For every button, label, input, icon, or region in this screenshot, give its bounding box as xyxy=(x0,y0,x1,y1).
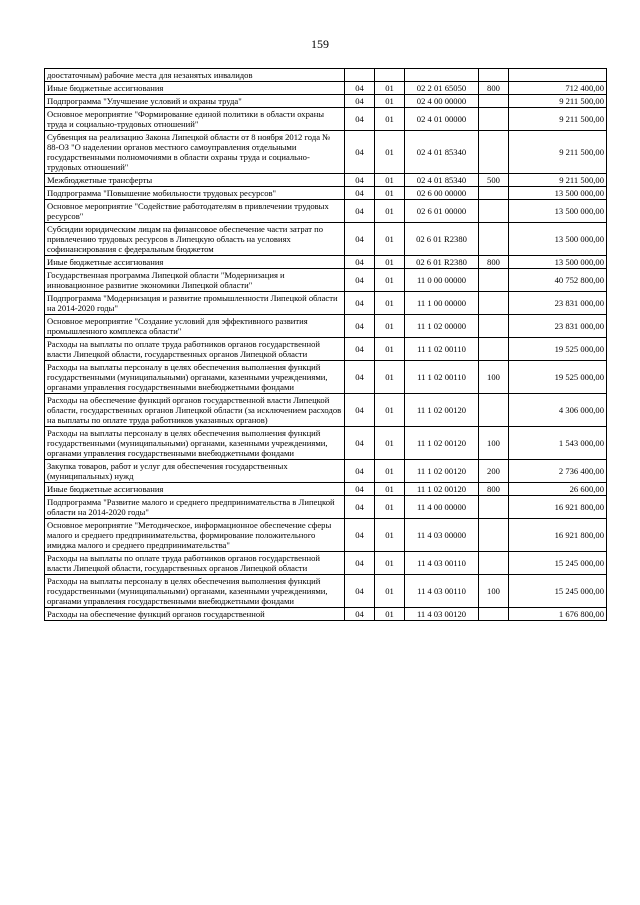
budget-table xyxy=(44,68,607,621)
target-article-cell: 02 4 01 85340 xyxy=(405,131,479,174)
amount-cell: 13 500 000,00 xyxy=(509,187,607,200)
target-article-cell: 11 1 02 00120 xyxy=(405,483,479,496)
section-code-cell: 04 xyxy=(345,496,375,519)
amount-cell: 23 831 000,00 xyxy=(509,315,607,338)
expense-type-cell xyxy=(479,108,509,131)
table-row xyxy=(45,269,607,292)
amount-cell: 9 211 500,00 xyxy=(509,108,607,131)
section-code-cell: 04 xyxy=(345,552,375,575)
target-article-cell: 02 6 01 R2380 xyxy=(405,223,479,256)
table-row xyxy=(45,575,607,608)
target-article-cell xyxy=(405,69,479,82)
expense-type-cell xyxy=(479,315,509,338)
amount-cell: 19 525 000,00 xyxy=(509,338,607,361)
expense-type-cell: 100 xyxy=(479,575,509,608)
expense-type-cell xyxy=(479,338,509,361)
amount-cell: 40 752 800,00 xyxy=(509,269,607,292)
amount-cell: 13 500 000,00 xyxy=(509,256,607,269)
section-code-cell: 04 xyxy=(345,174,375,187)
subsection-code-cell: 01 xyxy=(375,256,405,269)
expense-type-cell xyxy=(479,552,509,575)
item-name-cell: Иные бюджетные ассигнования xyxy=(45,82,345,95)
amount-cell: 19 525 000,00 xyxy=(509,361,607,394)
target-article-cell: 11 1 00 00000 xyxy=(405,292,479,315)
subsection-code-cell: 01 xyxy=(375,131,405,174)
section-code-cell: 04 xyxy=(345,608,375,621)
amount-cell: 13 500 000,00 xyxy=(509,200,607,223)
section-code-cell: 04 xyxy=(345,483,375,496)
amount-cell: 1 543 000,00 xyxy=(509,427,607,460)
amount-cell: 712 400,00 xyxy=(509,82,607,95)
section-code-cell: 04 xyxy=(345,256,375,269)
expense-type-cell xyxy=(479,608,509,621)
item-name-cell: Субсидии юридическим лицам на финансовое обеспечение части затрат по привлечению трудовых ресурсов в Липецкую область на условиях софинансирования с федеральным бюджетом xyxy=(45,223,345,256)
subsection-code-cell: 01 xyxy=(375,269,405,292)
section-code-cell xyxy=(345,69,375,82)
subsection-code-cell: 01 xyxy=(375,174,405,187)
subsection-code-cell: 01 xyxy=(375,460,405,483)
section-code-cell: 04 xyxy=(345,95,375,108)
section-code-cell: 04 xyxy=(345,200,375,223)
target-article-cell: 11 1 02 00110 xyxy=(405,338,479,361)
table-row xyxy=(45,82,607,95)
section-code-cell: 04 xyxy=(345,82,375,95)
subsection-code-cell xyxy=(375,69,405,82)
section-code-cell: 04 xyxy=(345,223,375,256)
item-name-cell: Субвенция на реализацию Закона Липецкой области от 8 ноября 2012 года № 88-ОЗ "О наделении органов местного самоуправления отдельными государственными полномочиями в области охраны труда и социально-трудовых отношений" xyxy=(45,131,345,174)
subsection-code-cell: 01 xyxy=(375,361,405,394)
subsection-code-cell: 01 xyxy=(375,200,405,223)
amount-cell xyxy=(509,69,607,82)
subsection-code-cell: 01 xyxy=(375,608,405,621)
amount-cell: 9 211 500,00 xyxy=(509,131,607,174)
table-row xyxy=(45,95,607,108)
expense-type-cell xyxy=(479,69,509,82)
target-article-cell: 11 1 02 00000 xyxy=(405,315,479,338)
budget-table-body xyxy=(45,69,607,621)
table-row xyxy=(45,338,607,361)
expense-type-cell xyxy=(479,200,509,223)
expense-type-cell: 800 xyxy=(479,483,509,496)
section-code-cell: 04 xyxy=(345,361,375,394)
table-row xyxy=(45,131,607,174)
expense-type-cell xyxy=(479,269,509,292)
item-name-cell: Расходы на выплаты персоналу в целях обеспечения выполнения функций государственными (муниципальными) органами, казенными учреждениями, органами управления государственными внебюджетными фондами xyxy=(45,575,345,608)
target-article-cell: 11 4 00 00000 xyxy=(405,496,479,519)
target-article-cell: 02 6 01 00000 xyxy=(405,200,479,223)
expense-type-cell xyxy=(479,394,509,427)
section-code-cell: 04 xyxy=(345,292,375,315)
section-code-cell: 04 xyxy=(345,108,375,131)
expense-type-cell xyxy=(479,131,509,174)
amount-cell: 16 921 800,00 xyxy=(509,496,607,519)
expense-type-cell: 800 xyxy=(479,256,509,269)
item-name-cell: Закупка товаров, работ и услуг для обеспечения государственных (муниципальных) нужд xyxy=(45,460,345,483)
subsection-code-cell: 01 xyxy=(375,292,405,315)
table-row xyxy=(45,108,607,131)
item-name-cell: Расходы на обеспечение функций органов государственной власти Липецкой области, государственных органов Липецкой области (за исключением расходов на выплаты по оплате труда работников указанных органов) xyxy=(45,394,345,427)
target-article-cell: 02 4 00 00000 xyxy=(405,95,479,108)
table-row xyxy=(45,315,607,338)
target-article-cell: 11 4 03 00120 xyxy=(405,608,479,621)
subsection-code-cell: 01 xyxy=(375,394,405,427)
table-row xyxy=(45,552,607,575)
subsection-code-cell: 01 xyxy=(375,427,405,460)
table-row xyxy=(45,496,607,519)
target-article-cell: 11 1 02 00120 xyxy=(405,394,479,427)
table-row xyxy=(45,256,607,269)
amount-cell: 13 500 000,00 xyxy=(509,223,607,256)
expense-type-cell xyxy=(479,95,509,108)
item-name-cell: Иные бюджетные ассигнования xyxy=(45,483,345,496)
amount-cell: 9 211 500,00 xyxy=(509,174,607,187)
amount-cell: 15 245 000,00 xyxy=(509,552,607,575)
amount-cell: 23 831 000,00 xyxy=(509,292,607,315)
target-article-cell: 11 0 00 00000 xyxy=(405,269,479,292)
amount-cell: 4 306 000,00 xyxy=(509,394,607,427)
subsection-code-cell: 01 xyxy=(375,575,405,608)
expense-type-cell xyxy=(479,496,509,519)
section-code-cell: 04 xyxy=(345,519,375,552)
item-name-cell: Подпрограмма "Модернизация и развитие промышленности Липецкой области на 2014-2020 годы" xyxy=(45,292,345,315)
item-name-cell: Расходы на выплаты по оплате труда работников органов государственной власти Липецкой области, государственных органов Липецкой области xyxy=(45,552,345,575)
expense-type-cell: 500 xyxy=(479,174,509,187)
table-row xyxy=(45,200,607,223)
item-name-cell: Расходы на выплаты по оплате труда работников органов государственной власти Липецкой области, государственных органов Липецкой области xyxy=(45,338,345,361)
table-row xyxy=(45,519,607,552)
subsection-code-cell: 01 xyxy=(375,338,405,361)
subsection-code-cell: 01 xyxy=(375,223,405,256)
subsection-code-cell: 01 xyxy=(375,82,405,95)
amount-cell: 26 600,00 xyxy=(509,483,607,496)
amount-cell: 2 736 400,00 xyxy=(509,460,607,483)
subsection-code-cell: 01 xyxy=(375,552,405,575)
target-article-cell: 11 4 03 00110 xyxy=(405,575,479,608)
target-article-cell: 02 6 01 R2380 xyxy=(405,256,479,269)
section-code-cell: 04 xyxy=(345,269,375,292)
section-code-cell: 04 xyxy=(345,338,375,361)
section-code-cell: 04 xyxy=(345,460,375,483)
expense-type-cell xyxy=(479,223,509,256)
expense-type-cell xyxy=(479,519,509,552)
table-row xyxy=(45,223,607,256)
target-article-cell: 11 4 03 00110 xyxy=(405,552,479,575)
expense-type-cell: 200 xyxy=(479,460,509,483)
item-name-cell: Основное мероприятие "Формирование единой политики в области охраны труда и социально-трудовых отношений" xyxy=(45,108,345,131)
page-number: 159 xyxy=(311,37,329,51)
item-name-cell: Основное мероприятие "Содействие работодателям в привлечении трудовых ресурсов" xyxy=(45,200,345,223)
section-code-cell: 04 xyxy=(345,315,375,338)
section-code-cell: 04 xyxy=(345,187,375,200)
table-row xyxy=(45,427,607,460)
target-article-cell: 02 6 00 00000 xyxy=(405,187,479,200)
item-name-cell: Иные бюджетные ассигнования xyxy=(45,256,345,269)
target-article-cell: 02 4 01 85340 xyxy=(405,174,479,187)
target-article-cell: 11 4 03 00000 xyxy=(405,519,479,552)
item-name-cell: Подпрограмма "Повышение мобильности трудовых ресурсов" xyxy=(45,187,345,200)
item-name-cell: доостаточным) рабочие места для незанятых инвалидов xyxy=(45,69,345,82)
table-row xyxy=(45,174,607,187)
item-name-cell: Основное мероприятие "Методическое, информационное обеспечение сферы малого и среднего предпринимательства, формирование положительного имиджа малого и среднего предпринимательства" xyxy=(45,519,345,552)
item-name-cell: Межбюджетные трансферты xyxy=(45,174,345,187)
table-row xyxy=(45,187,607,200)
section-code-cell: 04 xyxy=(345,575,375,608)
subsection-code-cell: 01 xyxy=(375,108,405,131)
item-name-cell: Подпрограмма "Развитие малого и среднего предпринимательства в Липецкой области на 2014-2020 годы" xyxy=(45,496,345,519)
item-name-cell: Расходы на выплаты персоналу в целях обеспечения выполнения функций государственными (муниципальными) органами, казенными учреждениями, органами управления государственными внебюджетными фондами xyxy=(45,361,345,394)
section-code-cell: 04 xyxy=(345,427,375,460)
expense-type-cell: 100 xyxy=(479,361,509,394)
table-row xyxy=(45,394,607,427)
expense-type-cell xyxy=(479,187,509,200)
amount-cell: 9 211 500,00 xyxy=(509,95,607,108)
table-row xyxy=(45,460,607,483)
table-row xyxy=(45,69,607,82)
target-article-cell: 02 2 01 65050 xyxy=(405,82,479,95)
subsection-code-cell: 01 xyxy=(375,187,405,200)
item-name-cell: Подпрограмма "Улучшение условий и охраны труда" xyxy=(45,95,345,108)
amount-cell: 1 676 800,00 xyxy=(509,608,607,621)
expense-type-cell: 100 xyxy=(479,427,509,460)
section-code-cell: 04 xyxy=(345,131,375,174)
table-row xyxy=(45,608,607,621)
expense-type-cell xyxy=(479,292,509,315)
subsection-code-cell: 01 xyxy=(375,519,405,552)
subsection-code-cell: 01 xyxy=(375,496,405,519)
item-name-cell: Расходы на выплаты персоналу в целях обеспечения выполнения функций государственными (муниципальными) органами, казенными учреждениями, органами управления государственными внебюджетными фондами xyxy=(45,427,345,460)
table-row xyxy=(45,483,607,496)
amount-cell: 15 245 000,00 xyxy=(509,575,607,608)
target-article-cell: 02 4 01 00000 xyxy=(405,108,479,131)
amount-cell: 16 921 800,00 xyxy=(509,519,607,552)
target-article-cell: 11 1 02 00110 xyxy=(405,361,479,394)
item-name-cell: Расходы на обеспечение функций органов государственной xyxy=(45,608,345,621)
section-code-cell: 04 xyxy=(345,394,375,427)
table-row xyxy=(45,361,607,394)
target-article-cell: 11 1 02 00120 xyxy=(405,460,479,483)
subsection-code-cell: 01 xyxy=(375,315,405,338)
subsection-code-cell: 01 xyxy=(375,95,405,108)
item-name-cell: Государственная программа Липецкой области "Модернизация и инновационное развитие экономики Липецкой области" xyxy=(45,269,345,292)
item-name-cell: Основное мероприятие "Создание условий для эффективного развития промышленного комплекса области" xyxy=(45,315,345,338)
target-article-cell: 11 1 02 00120 xyxy=(405,427,479,460)
subsection-code-cell: 01 xyxy=(375,483,405,496)
expense-type-cell: 800 xyxy=(479,82,509,95)
table-row xyxy=(45,292,607,315)
